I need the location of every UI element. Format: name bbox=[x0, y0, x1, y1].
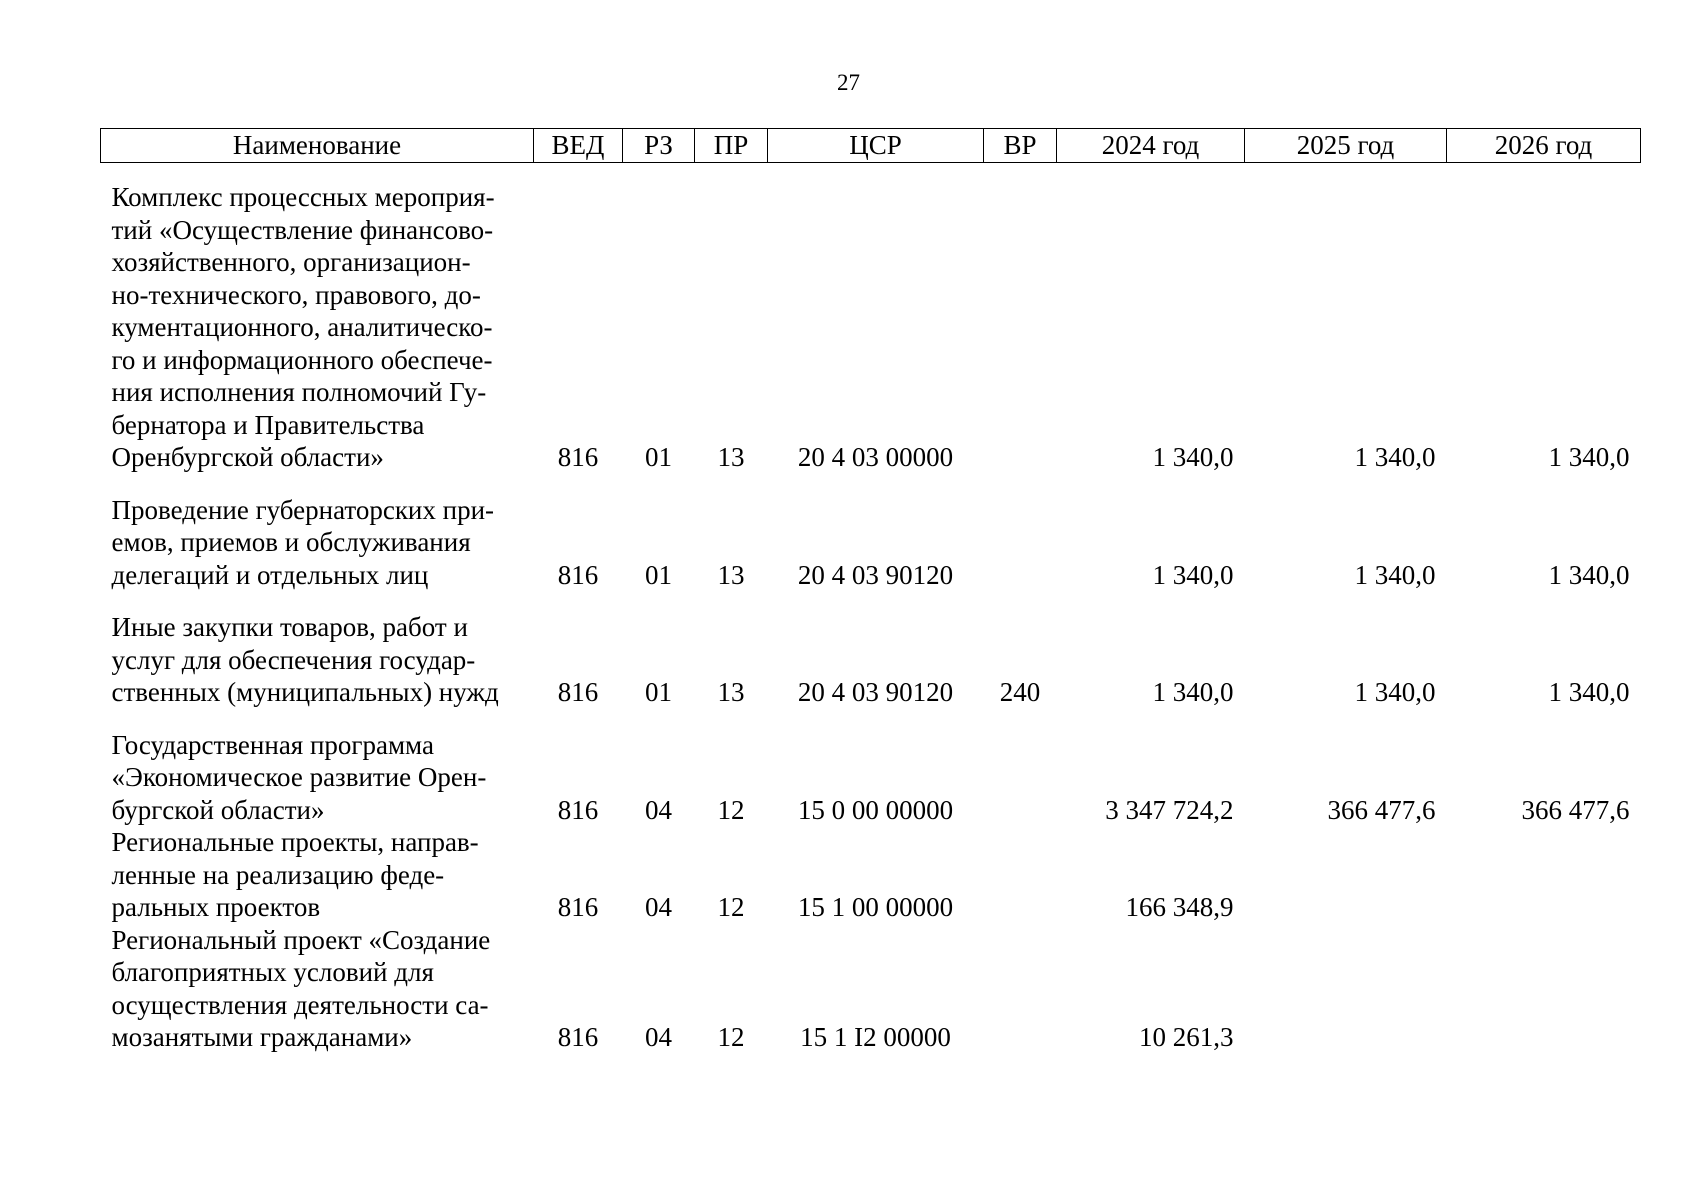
row-2026 bbox=[1447, 826, 1641, 924]
row-name: Проведение губернаторских при- емов, приемов и обслуживания делегаций и отдельных лиц bbox=[111, 494, 495, 590]
row-csr: 20 4 03 90120 bbox=[797, 559, 954, 590]
header-ved: ВЕД bbox=[534, 129, 623, 163]
row-pr: 13 bbox=[717, 559, 745, 590]
row-ved: 816 bbox=[557, 892, 599, 922]
row-csr: 15 1 I2 00000 bbox=[800, 1022, 951, 1052]
row-rz: 01 bbox=[645, 442, 672, 472]
page-number: 27 bbox=[837, 70, 860, 95]
header-2025: 2025 год bbox=[1245, 129, 1447, 163]
row-csr: 15 0 00 00000 bbox=[797, 794, 954, 825]
header-name: Наименование bbox=[101, 129, 534, 163]
row-pr: 13 bbox=[717, 442, 745, 472]
row-name: Комплекс процессных мероприя- тий «Осуществление финансово- хозяйственного, организацион- но-технического, правового, до- кументационного, аналитическо- го и информационного обеспече- ния исполнения полномочий Гу- бернатора и Правительства Оренбургской области» bbox=[111, 182, 495, 472]
header-2024: 2024 год bbox=[1057, 129, 1245, 163]
row-name: Иные закупки товаров, работ и услуг для обеспечения государ- ственных (муниципальных) нужд bbox=[111, 612, 499, 707]
table-row bbox=[101, 709, 1641, 827]
row-2024: 1 340,0 bbox=[1152, 677, 1234, 707]
header-rz: РЗ bbox=[623, 129, 695, 163]
row-pr: 12 bbox=[717, 892, 745, 922]
row-2024: 166 348,9 bbox=[1125, 892, 1234, 922]
row-2024: 10 261,3 bbox=[1139, 1022, 1234, 1052]
row-2026: 1 340,0 bbox=[1548, 677, 1630, 707]
row-ved: 816 bbox=[557, 442, 599, 472]
row-rz: 04 bbox=[645, 794, 672, 825]
row-vr: 240 bbox=[999, 677, 1041, 707]
row-2025: 1 340,0 bbox=[1354, 559, 1436, 590]
row-rz: 01 bbox=[645, 677, 672, 707]
header-csr: ЦСР bbox=[768, 129, 984, 163]
row-ved: 816 bbox=[557, 794, 599, 825]
row-2025 bbox=[1245, 924, 1447, 1054]
table-row bbox=[101, 163, 1641, 474]
row-csr: 15 1 00 00000 bbox=[797, 892, 954, 922]
row-name: Государственная программа «Экономическое развитие Орен- бургской области» bbox=[111, 729, 487, 825]
row-2025 bbox=[1245, 826, 1447, 924]
row-2026: 366 477,6 bbox=[1521, 794, 1630, 825]
table-row bbox=[101, 591, 1641, 709]
row-2024: 1 340,0 bbox=[1152, 442, 1234, 472]
row-2026 bbox=[1447, 924, 1641, 1054]
row-2024: 3 347 724,2 bbox=[1105, 794, 1234, 825]
header-row bbox=[101, 129, 1641, 163]
table-row bbox=[101, 826, 1641, 924]
header-pr: ПР bbox=[695, 129, 768, 163]
budget-table bbox=[100, 128, 1641, 1054]
row-rz: 04 bbox=[645, 1022, 672, 1052]
row-pr: 12 bbox=[717, 1022, 745, 1052]
row-vr bbox=[984, 826, 1057, 924]
row-2025: 1 340,0 bbox=[1354, 442, 1436, 472]
table-row bbox=[101, 924, 1641, 1054]
row-rz: 04 bbox=[645, 892, 672, 922]
row-name: Региональный проект «Создание благоприятных условий для осуществления деятельности са- мозанятыми гражданами» bbox=[111, 924, 491, 1052]
row-2025: 1 340,0 bbox=[1354, 677, 1436, 707]
row-name: Региональные проекты, направ- ленные на реализацию феде- ральных проектов bbox=[111, 827, 479, 922]
row-ved: 816 bbox=[557, 559, 599, 590]
row-2026: 1 340,0 bbox=[1548, 442, 1630, 472]
header-2026: 2026 год bbox=[1447, 129, 1641, 163]
row-vr bbox=[984, 163, 1057, 474]
row-rz: 01 bbox=[645, 559, 672, 590]
row-ved: 816 bbox=[557, 677, 599, 707]
row-pr: 13 bbox=[717, 677, 745, 707]
row-2025: 366 477,6 bbox=[1327, 794, 1436, 825]
row-ved: 816 bbox=[557, 1022, 599, 1052]
table-row bbox=[101, 474, 1641, 592]
row-2024: 1 340,0 bbox=[1152, 559, 1234, 590]
row-vr bbox=[984, 474, 1057, 592]
row-vr bbox=[984, 924, 1057, 1054]
row-csr: 20 4 03 90120 bbox=[797, 677, 954, 707]
row-pr: 12 bbox=[717, 794, 745, 825]
row-2026: 1 340,0 bbox=[1548, 559, 1630, 590]
header-vr: ВР bbox=[984, 129, 1057, 163]
row-csr: 20 4 03 00000 bbox=[797, 442, 954, 472]
row-vr bbox=[984, 709, 1057, 827]
